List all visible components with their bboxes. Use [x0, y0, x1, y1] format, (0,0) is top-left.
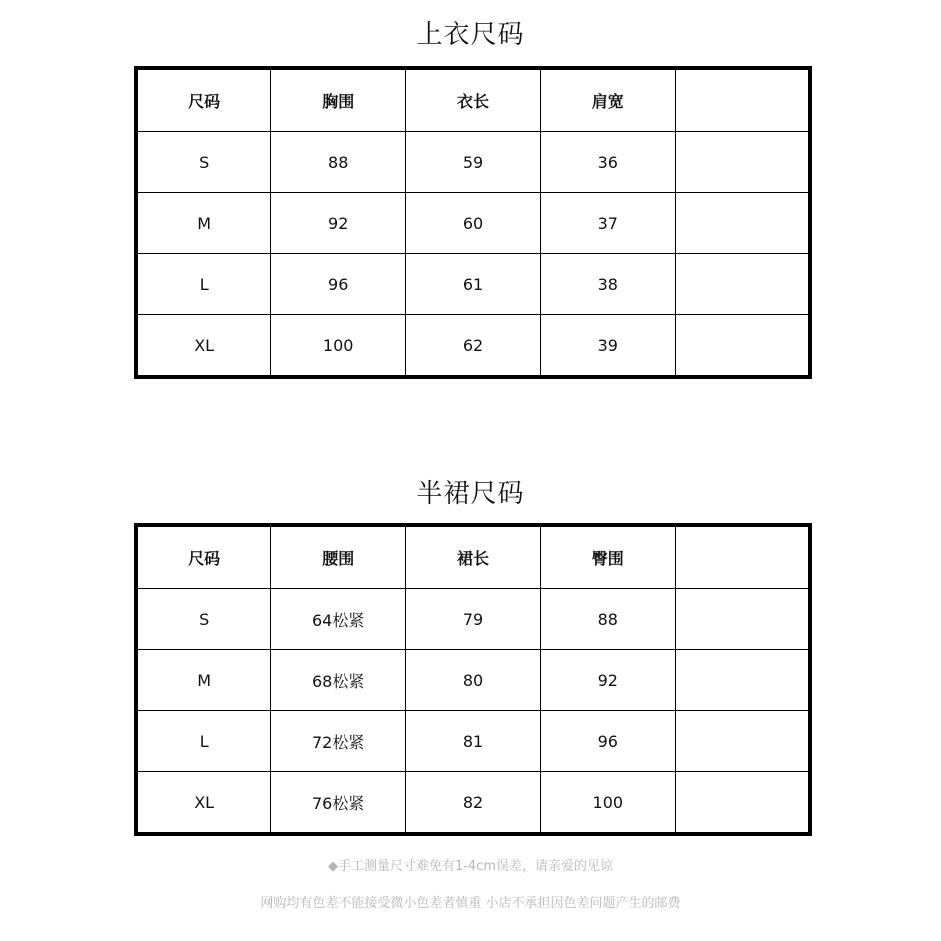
table-row	[136, 650, 810, 711]
table-cell: 100	[540, 772, 675, 835]
table-cell	[675, 711, 810, 772]
table-cell: 88	[540, 589, 675, 650]
table-row	[136, 315, 810, 378]
table-cell: M	[136, 650, 271, 711]
skirts-size-title: 半裙尺码	[416, 479, 525, 509]
table-cell: 39	[540, 315, 675, 378]
table-row	[136, 772, 810, 835]
table-cell: 61	[406, 254, 541, 315]
table-row	[136, 132, 810, 193]
table-row	[136, 193, 810, 254]
table-cell: S	[136, 589, 271, 650]
skirts-header-row	[136, 525, 810, 589]
table-cell: S	[136, 132, 271, 193]
table-cell	[675, 132, 810, 193]
table-cell: 80	[406, 650, 541, 711]
tops-header-cell	[675, 68, 810, 132]
table-cell: XL	[136, 772, 271, 835]
table-cell: 92	[271, 193, 406, 254]
table-cell: 38	[540, 254, 675, 315]
table-cell: 96	[540, 711, 675, 772]
table-cell: 72松紧	[271, 711, 406, 772]
tops-header-cell: 尺码	[136, 68, 271, 132]
table-cell: 79	[406, 589, 541, 650]
table-cell: 81	[406, 711, 541, 772]
table-cell: 37	[540, 193, 675, 254]
table-cell: 62	[406, 315, 541, 378]
table-cell: 59	[406, 132, 541, 193]
table-cell: 96	[271, 254, 406, 315]
skirts-header-cell: 腰围	[271, 525, 406, 589]
skirts-header-cell: 裙长	[406, 525, 541, 589]
skirts-header-cell: 臀围	[540, 525, 675, 589]
table-row	[136, 589, 810, 650]
table-row	[136, 711, 810, 772]
table-row	[136, 254, 810, 315]
tops-header-cell: 胸围	[271, 68, 406, 132]
table-cell	[675, 772, 810, 835]
table-cell	[675, 650, 810, 711]
skirts-size-table	[134, 523, 812, 836]
table-cell: 92	[540, 650, 675, 711]
table-cell: L	[136, 711, 271, 772]
tops-size-title: 上衣尺码	[416, 20, 525, 50]
skirts-header-cell	[675, 525, 810, 589]
color-difference-note: 网购均有色差不能接受微小色差者慎重 小店不承担因色差问题产生的邮费	[260, 896, 681, 911]
table-cell: 88	[271, 132, 406, 193]
tops-size-table	[134, 66, 812, 379]
table-cell: XL	[136, 315, 271, 378]
table-cell	[675, 589, 810, 650]
measurement-error-note: ◆手工测量尺寸难免有1-4cm误差，请亲爱的见谅	[327, 859, 614, 874]
table-cell: 76松紧	[271, 772, 406, 835]
table-cell: 36	[540, 132, 675, 193]
table-cell	[675, 254, 810, 315]
table-cell: 82	[406, 772, 541, 835]
table-cell: 100	[271, 315, 406, 378]
table-cell: M	[136, 193, 271, 254]
table-cell	[675, 315, 810, 378]
table-cell: 64松紧	[271, 589, 406, 650]
tops-header-cell: 衣长	[406, 68, 541, 132]
table-cell: L	[136, 254, 271, 315]
skirts-header-cell: 尺码	[136, 525, 271, 589]
table-cell	[675, 193, 810, 254]
tops-header-cell: 肩宽	[540, 68, 675, 132]
tops-header-row	[136, 68, 810, 132]
table-cell: 68松紧	[271, 650, 406, 711]
table-cell: 60	[406, 193, 541, 254]
